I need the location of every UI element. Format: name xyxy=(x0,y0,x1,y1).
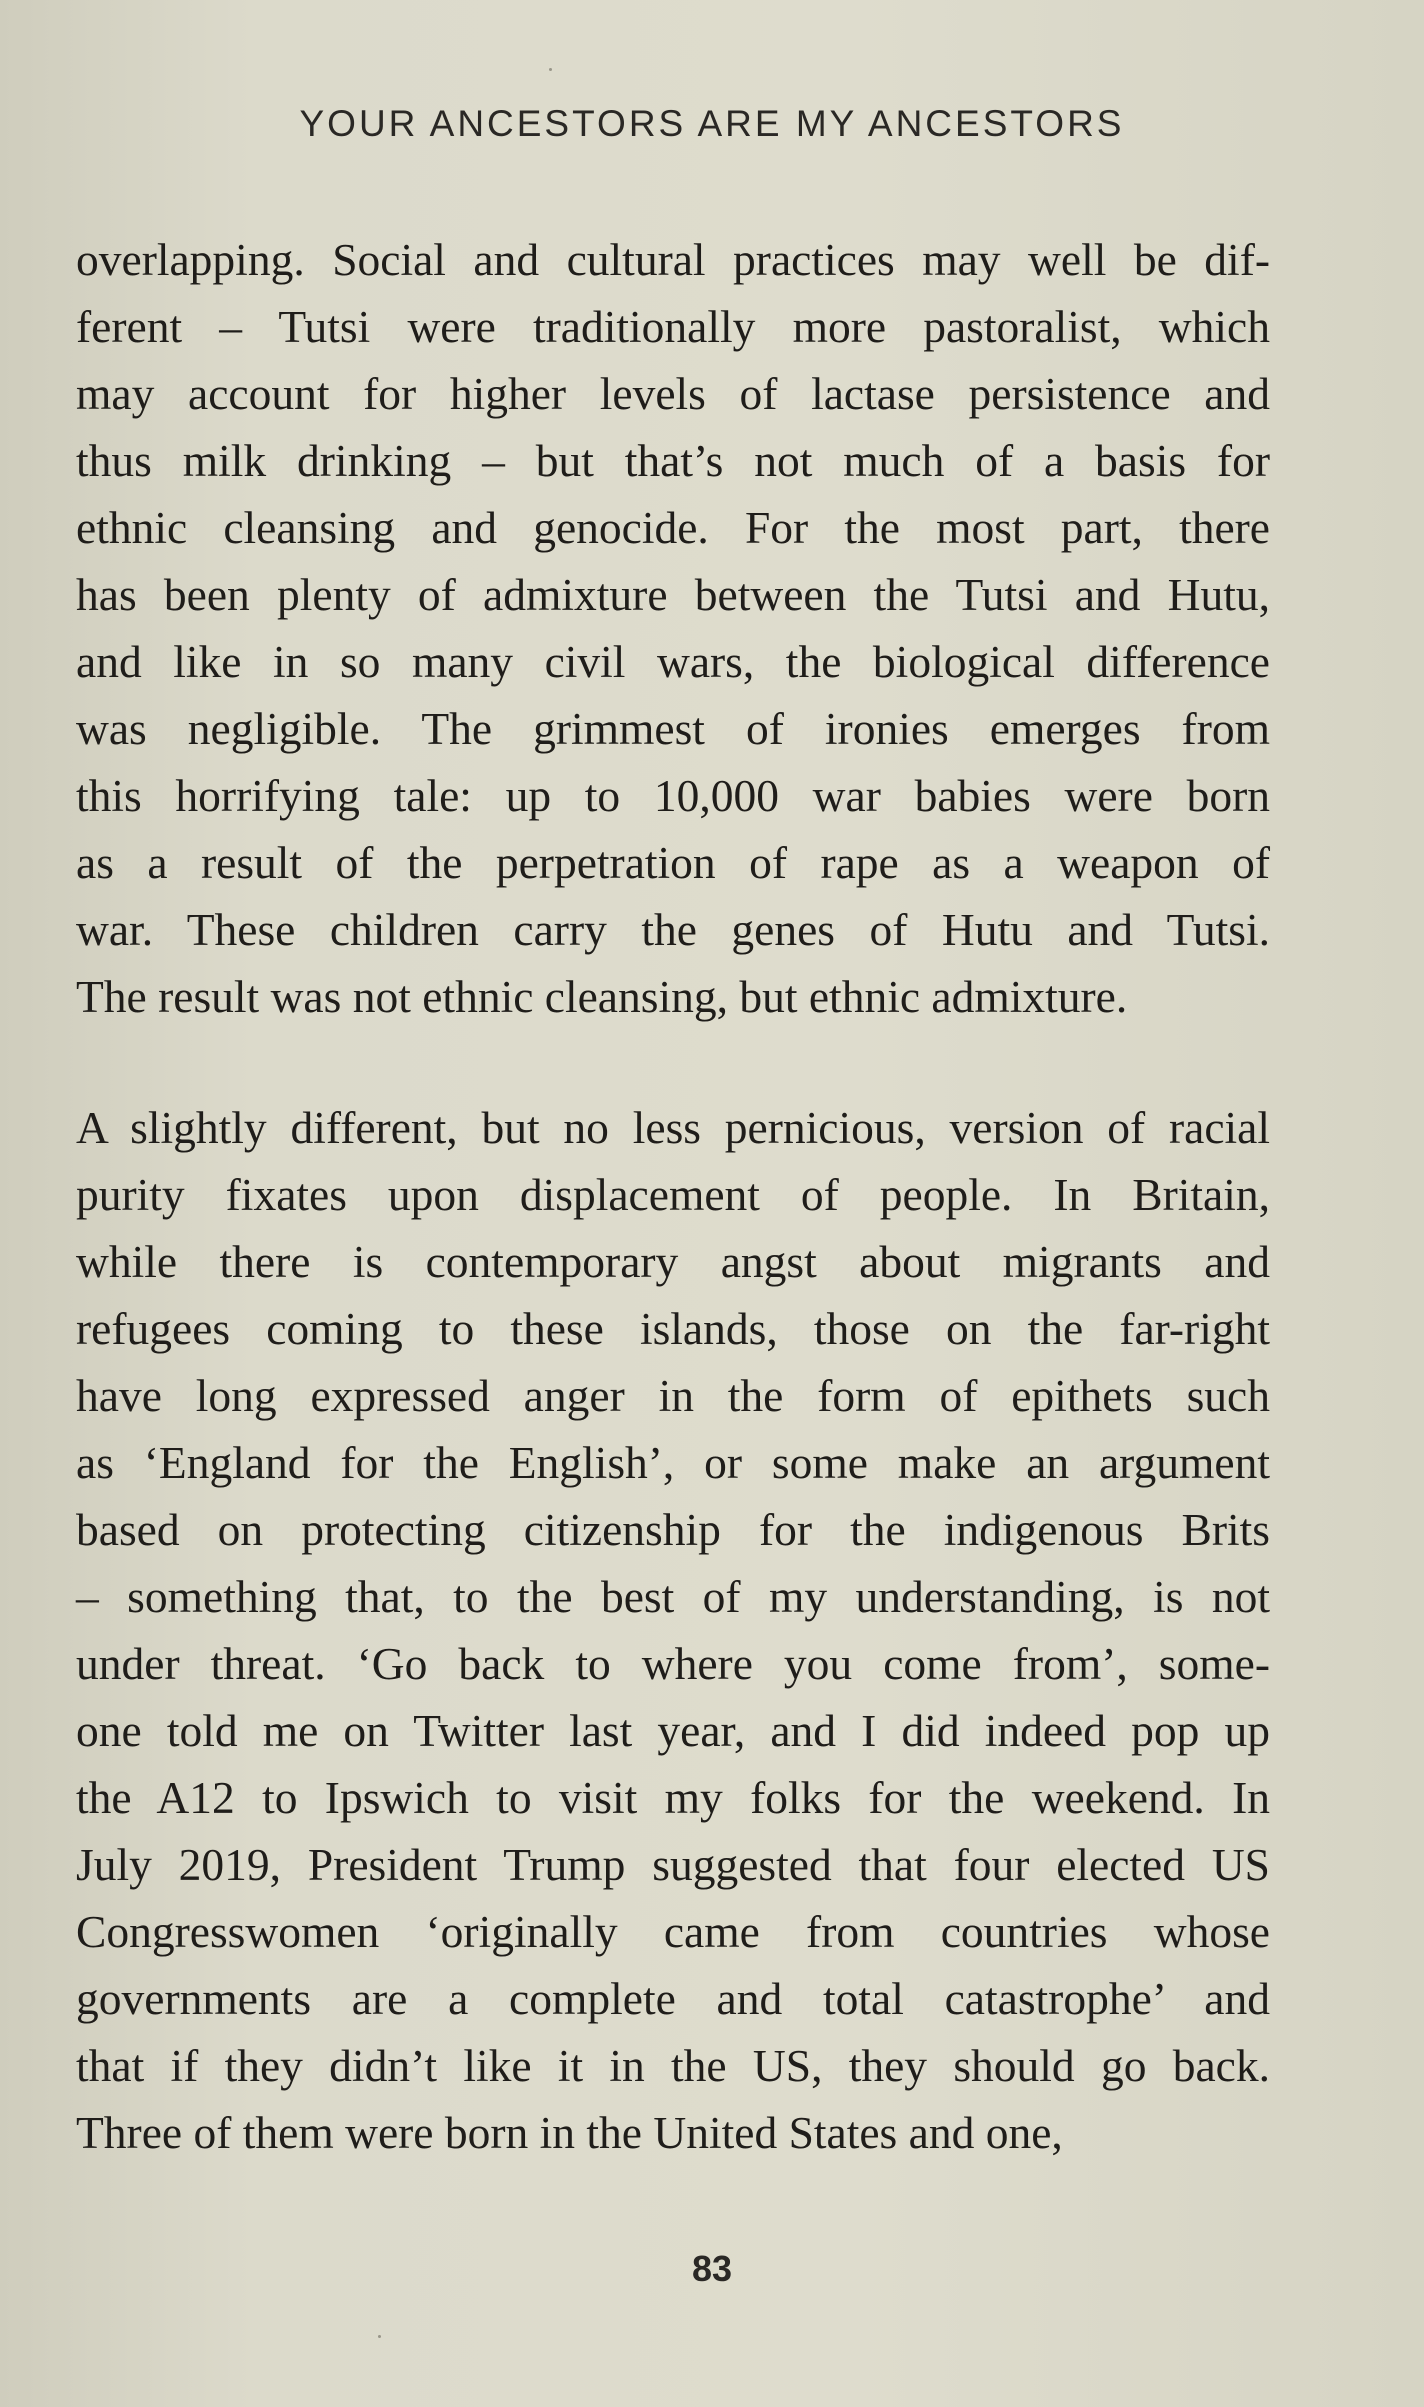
text-line: have long expressed anger in the form of epithets such xyxy=(76,1370,1270,1421)
text-line: purity fixates upon displacement of people. In Britain, xyxy=(76,1169,1270,1220)
paper-speck-bottom xyxy=(378,2335,381,2338)
text-line: and like in so many civil wars, the biological difference xyxy=(76,636,1270,687)
text-line: July 2019, President Trump suggested that four elected US xyxy=(76,1839,1270,1890)
running-head: YOUR ANCESTORS ARE MY ANCESTORS xyxy=(299,103,1125,144)
text-line: one told me on Twitter last year, and I did indeed pop up xyxy=(76,1705,1270,1756)
text-line: based on protecting citizenship for the indigenous Brits xyxy=(76,1504,1270,1555)
text-line: as ‘England for the English’, or some make an argument xyxy=(76,1437,1270,1488)
text-line: Congresswomen ‘originally came from countries whose xyxy=(76,1906,1270,1957)
text-line: A slightly different, but no less pernicious, version of racial xyxy=(76,1102,1270,1153)
page-number: 83 xyxy=(691,2248,733,2289)
text-line: ethnic cleansing and genocide. For the most part, there xyxy=(76,502,1270,553)
paragraph-2 xyxy=(76,1094,1270,2166)
text-line: has been plenty of admixture between the Tutsi and Hutu, xyxy=(76,569,1270,620)
text-line: war. These children carry the genes of Hutu and Tutsi. xyxy=(76,904,1270,955)
text-line: The result was not ethnic cleansing, but ethnic admixture. xyxy=(76,971,1128,1022)
text-line: – something that, to the best of my understanding, is not xyxy=(76,1571,1270,1622)
text-line: while there is contemporary angst about migrants and xyxy=(76,1236,1270,1287)
text-line: as a result of the perpetration of rape as a weapon of xyxy=(76,837,1270,888)
text-line: Three of them were born in the United States and one, xyxy=(76,2107,1063,2158)
text-line: thus milk drinking – but that’s not much of a basis for xyxy=(76,435,1270,486)
text-line: ferent – Tutsi were traditionally more pastoralist, which xyxy=(76,301,1270,352)
text-line: refugees coming to these islands, those on the far-right xyxy=(76,1303,1270,1354)
paper-speck-top xyxy=(549,68,552,71)
text-line: overlapping. Social and cultural practices may well be dif- xyxy=(76,234,1270,285)
paragraph-1 xyxy=(76,226,1270,1030)
text-line: may account for higher levels of lactase persistence and xyxy=(76,368,1270,419)
text-line: was negligible. The grimmest of ironies emerges from xyxy=(76,703,1270,754)
text-line: the A12 to Ipswich to visit my folks for the weekend. In xyxy=(76,1772,1270,1823)
text-line: that if they didn’t like it in the US, they should go back. xyxy=(76,2040,1270,2091)
text-line: governments are a complete and total catastrophe’ and xyxy=(76,1973,1270,2024)
text-line: under threat. ‘Go back to where you come from’, some- xyxy=(76,1638,1270,1689)
text-line: this horrifying tale: up to 10,000 war babies were born xyxy=(76,770,1270,821)
